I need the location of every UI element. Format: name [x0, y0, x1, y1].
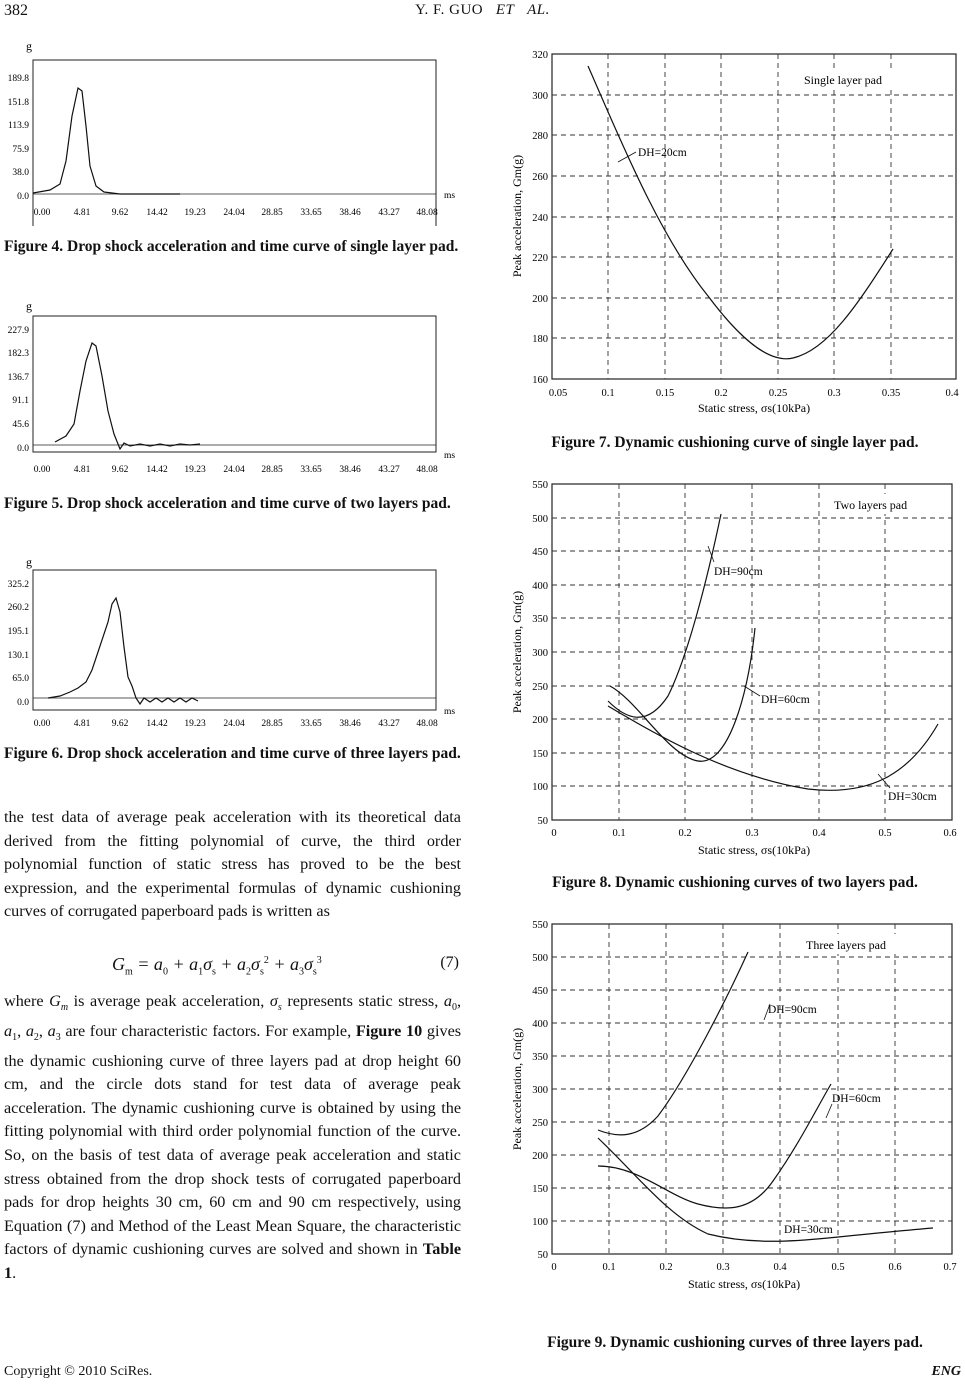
svg-text:0.0: 0.0 — [17, 192, 29, 202]
svg-text:550: 550 — [532, 920, 548, 931]
svg-text:300: 300 — [532, 91, 548, 102]
figure-4-caption: Figure 4. Drop shock acceleration and time curve of single layer pad. — [4, 238, 459, 255]
svg-text:48.08: 48.08 — [416, 208, 438, 218]
svg-text:0.1: 0.1 — [601, 388, 615, 399]
fig6-y-unit: g — [26, 555, 32, 569]
svg-text:350: 350 — [532, 1052, 548, 1063]
equation-number: (7) — [440, 954, 459, 971]
svg-text:0.1: 0.1 — [602, 1262, 616, 1273]
svg-text:325.2: 325.2 — [7, 580, 29, 590]
svg-text:48.08: 48.08 — [416, 719, 438, 729]
body-paragraph-1: the test data of average peak acceleration with its theoretical data derived from the fitting polynomial of curve, the third order polynomial function of static stress has proved to be the best expression, and the experimental formulas of dynamic cushioning curves of corrugated paperboard pads is written as — [4, 808, 461, 921]
figure-9-caption: Figure 9. Dynamic cushioning curves of three layers pad. — [547, 1334, 923, 1351]
footer-copyright: Copyright © 2010 SciRes. — [4, 1364, 153, 1379]
svg-text:0.00: 0.00 — [33, 465, 51, 475]
svg-text:28.85: 28.85 — [261, 719, 283, 729]
svg-text:0.2: 0.2 — [714, 388, 728, 399]
svg-text:0.35: 0.35 — [881, 388, 901, 399]
svg-text:100: 100 — [532, 1217, 548, 1228]
svg-text:0.7: 0.7 — [943, 1262, 957, 1273]
svg-text:220: 220 — [532, 253, 548, 264]
footer-journal: ENG — [931, 1364, 961, 1379]
svg-text:24.04: 24.04 — [223, 208, 245, 218]
fig6-xticks — [34, 719, 438, 729]
svg-text:0.3: 0.3 — [716, 1262, 730, 1273]
fig5-x-unit: ms — [444, 451, 456, 461]
svg-text:240: 240 — [532, 213, 548, 224]
fig8-label-dh60: DH=60cm — [761, 694, 810, 706]
svg-text:0.0: 0.0 — [17, 698, 29, 708]
svg-text:33.65: 33.65 — [300, 208, 322, 218]
svg-text:200: 200 — [532, 715, 548, 726]
figure-5-chart — [0, 296, 465, 478]
fig8-ylabel: Peak acceleration, Gm(g) — [510, 590, 524, 714]
svg-text:160: 160 — [532, 375, 548, 386]
svg-text:0.15: 0.15 — [655, 388, 675, 399]
svg-text:450: 450 — [532, 547, 548, 558]
fig4-x-unit: ms — [444, 191, 456, 201]
svg-text:151.8: 151.8 — [7, 98, 29, 108]
svg-text:0.2: 0.2 — [678, 828, 692, 839]
figure-9-chart — [508, 916, 964, 1320]
svg-text:28.85: 28.85 — [261, 208, 283, 218]
fig8-label-dh90: DH=90cm — [714, 566, 763, 578]
svg-text:350: 350 — [532, 614, 548, 625]
figure-4-chart — [0, 36, 465, 226]
svg-text:500: 500 — [532, 953, 548, 964]
fig4-xticks — [34, 208, 438, 218]
svg-text:250: 250 — [532, 1118, 548, 1129]
figure-8-caption: Figure 8. Dynamic cushioning curves of two layers pad. — [552, 874, 918, 891]
svg-text:100: 100 — [532, 782, 548, 793]
svg-text:200: 200 — [532, 1151, 548, 1162]
equation-7: $G_m = a_0 + a_1\sigma_s + a_2\sigma_s^2 + a_3\sigma_s^3$ (7) — [112, 954, 459, 978]
svg-text:4.81: 4.81 — [73, 465, 91, 475]
svg-text:19.23: 19.23 — [184, 719, 206, 729]
svg-text:19.23: 19.23 — [184, 465, 206, 475]
fig5-yticks — [8, 326, 30, 454]
svg-text:91.1: 91.1 — [12, 396, 29, 406]
svg-text:75.9: 75.9 — [12, 145, 29, 155]
fig9-label-dh90: DH=90cm — [768, 1004, 817, 1016]
fig7-label-dh20: DH=20cm — [638, 147, 687, 159]
svg-text:0.1: 0.1 — [612, 828, 626, 839]
fig5-xticks — [34, 465, 438, 475]
svg-text:19.23: 19.23 — [184, 208, 206, 218]
svg-text:38.46: 38.46 — [339, 465, 361, 475]
svg-text:150: 150 — [532, 1184, 548, 1195]
page-number: 382 — [4, 2, 28, 19]
svg-text:65.0: 65.0 — [12, 674, 29, 684]
svg-text:200: 200 — [532, 294, 548, 305]
svg-text:280: 280 — [532, 131, 548, 142]
fig7-xlabel: Static stress, σs(10kPa) — [697, 401, 811, 415]
svg-text:300: 300 — [532, 1085, 548, 1096]
svg-text:38.46: 38.46 — [339, 719, 361, 729]
svg-text:0.4: 0.4 — [773, 1262, 787, 1273]
svg-text:0.25: 0.25 — [768, 388, 788, 399]
svg-text:182.3: 182.3 — [7, 349, 29, 359]
figure-6-chart — [0, 552, 465, 732]
fig8-xlabel: Static stress, σs(10kPa) — [697, 843, 811, 857]
svg-text:9.62: 9.62 — [111, 208, 129, 218]
fig7-ylabel: Peak acceleration, Gm(g) — [510, 154, 524, 278]
svg-text:48.08: 48.08 — [416, 465, 438, 475]
svg-text:500: 500 — [532, 514, 548, 525]
svg-text:195.1: 195.1 — [7, 627, 29, 637]
svg-text:400: 400 — [532, 581, 548, 592]
running-title: Y. F. GUO ET AL. — [415, 2, 550, 18]
svg-text:150: 150 — [532, 749, 548, 760]
svg-text:4.81: 4.81 — [73, 208, 91, 218]
svg-text:0.4: 0.4 — [812, 828, 826, 839]
fig9-ylabel: Peak acceleration, Gm(g) — [510, 1027, 524, 1151]
svg-text:0: 0 — [551, 1262, 557, 1273]
svg-text:400: 400 — [532, 1019, 548, 1030]
fig9-legend: Three layers pad — [806, 938, 886, 952]
svg-text:33.65: 33.65 — [300, 719, 322, 729]
figure-7-caption: Figure 7. Dynamic cushioning curve of single layer pad. — [551, 434, 919, 451]
fig9-xlabel: Static stress, σs(10kPa) — [687, 1277, 801, 1291]
svg-text:0.6: 0.6 — [888, 1262, 902, 1273]
svg-text:189.8: 189.8 — [7, 74, 29, 84]
fig6-x-unit: ms — [444, 707, 456, 717]
svg-text:9.62: 9.62 — [111, 465, 129, 475]
svg-text:50: 50 — [537, 1250, 548, 1261]
svg-text:24.04: 24.04 — [223, 465, 245, 475]
fig8-legend: Two layers pad — [834, 498, 908, 512]
fig9-label-dh30: DH=30cm — [784, 1224, 833, 1236]
svg-text:38.0: 38.0 — [12, 168, 29, 178]
svg-text:300: 300 — [532, 648, 548, 659]
svg-text:0.0: 0.0 — [17, 444, 29, 454]
svg-text:0.4: 0.4 — [945, 388, 959, 399]
svg-text:50: 50 — [537, 816, 548, 827]
svg-text:550: 550 — [532, 480, 548, 491]
svg-text:113.9: 113.9 — [7, 121, 29, 131]
fig4-yticks — [8, 74, 30, 202]
svg-text:136.7: 136.7 — [7, 373, 29, 383]
svg-text:45.6: 45.6 — [12, 420, 29, 430]
figure-5-caption: Figure 5. Drop shock acceleration and time curve of two layers pad. — [4, 495, 451, 512]
svg-text:24.04: 24.04 — [223, 719, 245, 729]
figure-7-chart — [508, 44, 964, 416]
fig5-y-unit: g — [26, 299, 32, 313]
svg-text:0.05: 0.05 — [548, 388, 568, 399]
svg-text:9.62: 9.62 — [111, 719, 129, 729]
svg-text:33.65: 33.65 — [300, 465, 322, 475]
fig7-legend: Single layer pad — [804, 73, 882, 87]
svg-text:43.27: 43.27 — [378, 465, 400, 475]
svg-text:0.2: 0.2 — [659, 1262, 673, 1273]
svg-text:43.27: 43.27 — [378, 208, 400, 218]
fig9-label-dh60: DH=60cm — [832, 1093, 881, 1105]
svg-text:260: 260 — [532, 172, 548, 183]
svg-text:0.3: 0.3 — [827, 388, 841, 399]
svg-text:0.6: 0.6 — [943, 828, 957, 839]
fig8-label-dh30: DH=30cm — [888, 791, 937, 803]
svg-text:180: 180 — [532, 334, 548, 345]
svg-text:0.00: 0.00 — [33, 719, 51, 729]
svg-text:14.42: 14.42 — [146, 465, 168, 475]
svg-text:130.1: 130.1 — [7, 651, 29, 661]
figure-8-chart — [508, 476, 964, 860]
svg-text:260.2: 260.2 — [7, 603, 29, 613]
svg-text:38.46: 38.46 — [339, 208, 361, 218]
svg-text:14.42: 14.42 — [146, 208, 168, 218]
body-paragraph-2: where $G_m$ is average peak acceleration, $\sigma_s$ represents static stress, $a_0$, $a_1$, $a_2$, $a_3$ are four characteristic factors. For example, Figure 10 gives the dynamic cushioning curve of three layers pad at drop height 60 cm, and the circle dots stand for test data of average peak acceleration. The dynamic cushioning curve is obtained by using the fitting polynomial with third order polynomial function of the curve. So, on the basis of test data of average peak acceleration and static stress obtained from the drop shock tests of corrugated paperboard pads for drop heights 30 cm, 60 cm and 90 cm respectively, using Equation (7) and Method of the Least Mean Square, the characteristic factors of dynamic cushioning curves are solved and shown in Table 1. — [4, 992, 462, 1282]
figure-6-caption: Figure 6. Drop shock acceleration and time curve of three layers pad. — [4, 745, 461, 762]
svg-text:4.81: 4.81 — [73, 719, 91, 729]
svg-text:28.85: 28.85 — [261, 465, 283, 475]
svg-text:227.9: 227.9 — [7, 326, 29, 336]
svg-text:0.00: 0.00 — [33, 208, 51, 218]
svg-text:0.3: 0.3 — [745, 828, 759, 839]
svg-text:0: 0 — [551, 828, 557, 839]
svg-text:450: 450 — [532, 986, 548, 997]
fig4-y-unit: g — [26, 39, 32, 53]
fig6-yticks — [8, 580, 30, 708]
svg-text:320: 320 — [532, 50, 548, 61]
svg-text:0.5: 0.5 — [878, 828, 892, 839]
svg-text:14.42: 14.42 — [146, 719, 168, 729]
svg-text:0.5: 0.5 — [831, 1262, 845, 1273]
svg-text:250: 250 — [532, 682, 548, 693]
svg-text:43.27: 43.27 — [378, 719, 400, 729]
